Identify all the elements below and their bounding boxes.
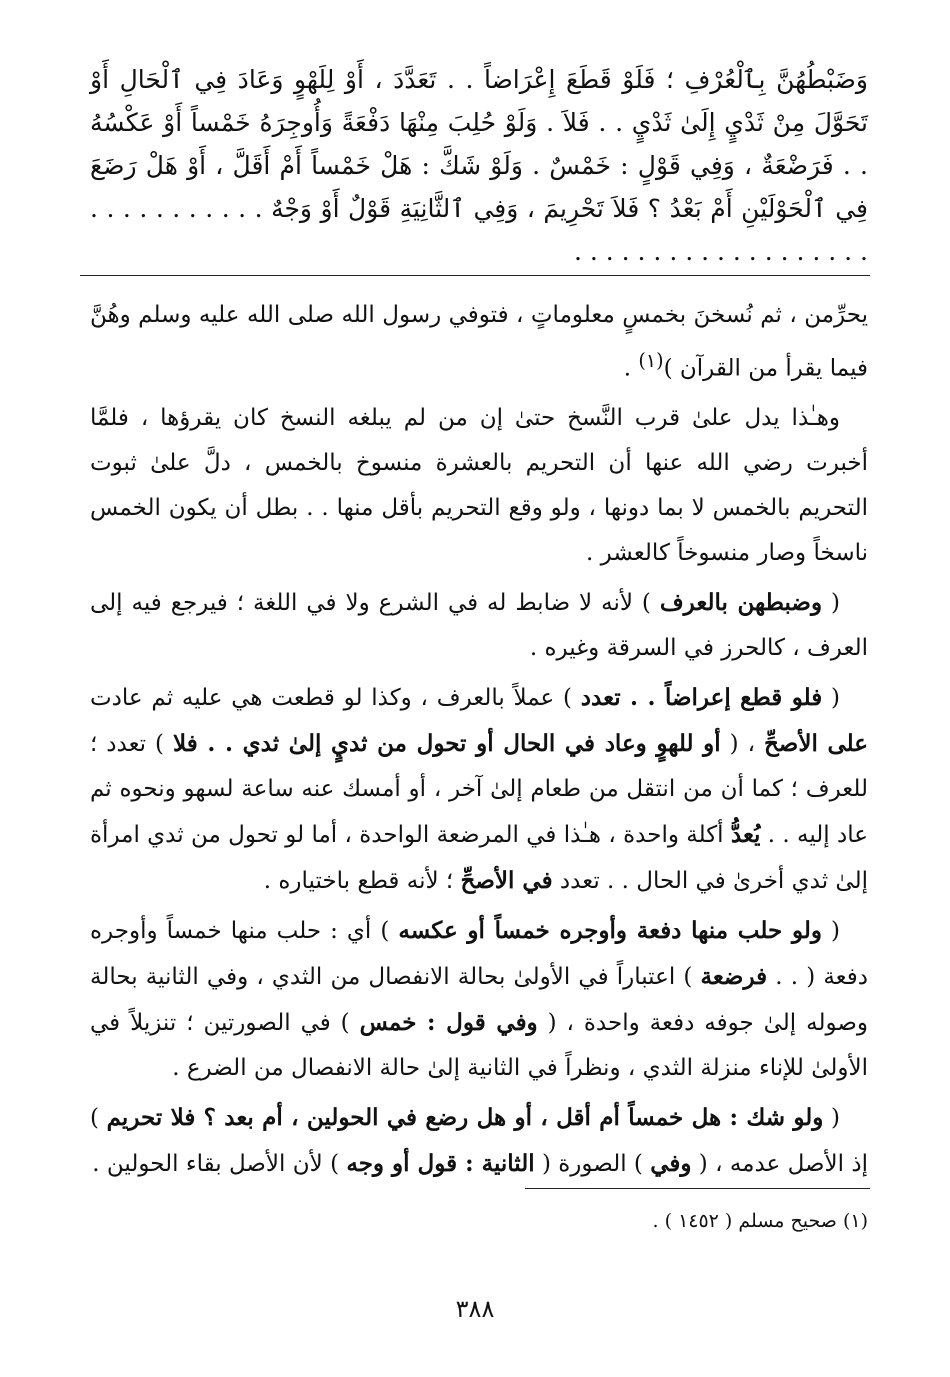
commentary-text: ) في الصورتين ؛ تنزيلاً في الأولىٰ للإناء منزلة الثدي ، ونظراً في الثانية إلىٰ حالة الانفصال من الضرع .	[90, 1009, 868, 1081]
page-number: ٣٨٨	[455, 1295, 495, 1323]
commentary-text: ؛ لأنه قطع باختياره .	[263, 867, 461, 894]
commentary-paragraph-1	[90, 293, 868, 392]
paren: (	[821, 917, 840, 944]
commentary-paragraph-6	[90, 1095, 868, 1187]
matn-quote: فلو قطع إعراضاً . . تعدد	[580, 683, 823, 711]
commentary-text: ) إذ الأصل عدمه ، (	[90, 1104, 868, 1177]
footnote-separator-line	[525, 1188, 870, 1189]
footnote	[90, 1205, 868, 1237]
matn-quote: وضبطهن بالعرف	[659, 588, 823, 616]
commentary-text: ) اعتباراً في الأولىٰ بحالة الانفصال من الثدي ، وفي الثانية بحالة وصوله إلىٰ جوفه دفعة واحدة ، (	[90, 963, 868, 1036]
matn-quote: وفي	[650, 1149, 692, 1177]
paren: (	[822, 589, 840, 616]
matn-text: وَضَبْطُهُنَّ بِٱلْعُرْفِ ؛ فَلَوْ قَطَعَ إِعْرَاضاً . . تَعَدَّدَ ، أَوْ لِلَهْوٍ وَعَادَ فِي ٱلْحَالِ أَوْ تَحَوَّلَ مِنْ ثَدْيٍ إِلَىٰ ثَدْيٍ . . فَلاَ . وَلَوْ حُلِبَ مِنْهَا دَفْعَةً وَأُوجِرَهُ خَمْساً أَوْ عَكْسُهُ . . فَرَضْعَةٌ ، وَفِي قَوْلٍ : خَمْسٌ . وَلَوْ شَكَّ : هَلْ خَمْساً أَمْ أَقَلَّ ، أَوْ هَلْ رَضَعَ فِي ٱلْحَوْلَيْنِ أَمْ بَعْدُ ؟ فَلاَ تَحْرِيمَ ، وَفِي ٱلثَّانِيَةِ قَوْلٌ أَوْ وَجْهٌ	[90, 65, 868, 223]
matn-dots: . . . . . . . . . . . . . . . . . . . . . . . . . . . . . .	[90, 194, 868, 266]
commentary-text: .	[623, 355, 639, 382]
commentary-paragraph-4	[90, 675, 868, 904]
matn-quote: فرضعة	[700, 962, 768, 990]
matn-quote: ولو حلب منها دفعة وأوجره خمساً أو عكسه	[398, 916, 822, 944]
commentary-text: ) أي : حلب منها خمساً وأوجره دفعة ( . .	[90, 917, 868, 990]
commentary-text: أكلة واحدة ، هـٰذا في المرضعة الواحدة ، أما لو تحول من ثدي امرأة إلىٰ ثدي أخرىٰ في الحال . . تعدد	[90, 821, 868, 894]
matn-text-block	[90, 58, 868, 273]
commentary-block	[90, 293, 868, 1191]
commentary-text: يحرِّمن ، ثم نُسخنَ بخمسٍ معلوماتٍ ، فتوفي رسول الله صلى الله عليه وسلم وهُنَّ فيما يقرأ من القرآن )	[90, 302, 868, 382]
paren: (	[822, 684, 840, 711]
commentary-text: ) تعدد ؛ للعرف ؛ كما أن من انتقل من طعام إلىٰ آخر ، أو أمسك عنه ساعة لسهو ونحوه ثم عاد إليه . .	[90, 730, 868, 848]
matn-quote: على الأصحِّ	[763, 729, 868, 757]
commentary-paragraph-5	[90, 908, 868, 1091]
matn-quote: في الأصحِّ	[460, 866, 553, 894]
paren: (	[823, 1104, 840, 1131]
commentary-paragraph-3	[90, 580, 868, 671]
matn-separator-line	[80, 275, 870, 276]
matn-quote: يُعدُّ	[730, 820, 761, 848]
matn-quote: ولو شك : هل خمساً أم أقل ، أو هل رضع في الحولين ، أم بعد ؟ فلا تحريم	[106, 1103, 824, 1131]
matn-quote: الثانية : قول أو وجه	[346, 1149, 535, 1177]
matn-paragraph	[90, 58, 868, 273]
footnote-reference[interactable]: (١)	[638, 349, 664, 372]
commentary-text: ) لأن الأصل بقاء الحولين .	[92, 1150, 347, 1177]
footnote-text: صحيح مسلم ( ١٤٥٢ ) .	[652, 1210, 837, 1232]
commentary-text: ) لأنه لا ضابط له في الشرع ولا في اللغة ؛ فيرجع فيه إلى العرف ، كالحرز في السرقة وغيره .	[90, 589, 868, 661]
matn-quote: وفي قول : خمس	[359, 1008, 538, 1036]
commentary-paragraph-2: وهـٰذا يدل علىٰ قرب النَّسخ حتىٰ إن من لم يبلغه النسخ كان يقرؤها ، فلمَّا أخبرت رضي الله عنها أن التحريم بالعشرة منسوخ بالخمس ، دلَّ علىٰ ثبوت التحريم بالخمس لا بما دونها ، ولو وقع التحريم بأقل منها . . بطل أن يكون الخمس ناسخاً وصار منسوخاً كالعشر .	[90, 404, 868, 566]
commentary-text: ) الصورة (	[534, 1150, 651, 1177]
footnote-number: (١)	[842, 1210, 868, 1232]
matn-quote: أو للهوٍ وعاد في الحال أو تحول من ثديٍ إلىٰ ثدي . . فلا	[172, 729, 721, 757]
commentary-text: ) عملاً بالعرف ، وكذا لو قطعت هي عليه ثم عادت	[90, 684, 581, 711]
commentary-text: ، (	[720, 730, 764, 757]
